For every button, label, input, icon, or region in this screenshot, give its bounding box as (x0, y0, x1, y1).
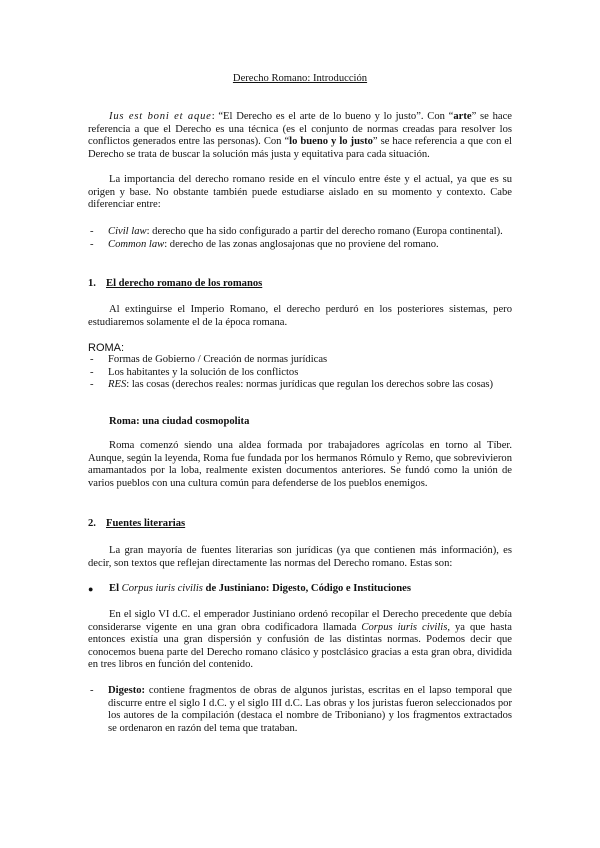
list-item: - Formas de Gobierno / Creación de normas jurídicas (90, 354, 328, 365)
section-1-paragraph-2: Roma comenzó siendo una aldea formada por trabajadores agrícolas en torno al Tíber. Aunque, según la leyenda, Roma fue fundada por los hermanos Rómulo y Remo, que sobrevivieron amamantados por la loba, realmente existen documentos anteriores. Se fundó como la unión de varios pueblos con una cultura común para defenderse de los pueblos enemigos. (88, 440, 512, 489)
section-2-paragraph-2: En el siglo VI d.C. el emperador Justiniano ordenó recopilar el Derecho precedente que debía considerarse vigente en una gran obra codificadora llamada Corpus iuris civilis, ya que hasta entonces existía una gran dispersión y confusión de las distintas normas. Podemos decir que conocemos buena parte del Derecho romano clásico y postclásico gracias a esta gran obra, dividida en tres libros en función del contenido. (88, 609, 512, 670)
list-item: - Digesto: contiene fragmentos de obras de algunos juristas, escritas en el lapso temporal que discurre entre el siglo I d.C. y el siglo III d.C. Las obras y los juristas fueron seleccionados por los autores de la compilación (destaca el nombre de Triboniano) y los fragmentos extractados se ordenaron en razón del tema que trataban. (90, 685, 512, 734)
section-1-subheading: Roma: una ciudad cosmopolita (109, 416, 250, 427)
law-types-list (88, 226, 512, 251)
roma-label: ROMA: (88, 342, 125, 354)
page-title: Derecho Romano: Introducción (232, 73, 368, 84)
section-1-heading: 1. El derecho romano de los romanos (88, 278, 263, 289)
intro-paragraph-2: La importancia del derecho romano reside en el vínculo entre éste y el actual, ya que es su origen y base. No obstante también puede estudiarse aislado en su momento y contexto. Cabe diferenciar entre: (88, 174, 512, 210)
list-item: - Civil law: derecho que ha sido configurado a partir del derecho romano (Europa continental). (90, 226, 503, 237)
section-1-paragraph-1: Al extinguirse el Imperio Romano, el derecho perduró en los posteriores sistemas, pero estudiaremos solamente el de la época romana. (88, 304, 512, 328)
section-2-heading: 2. Fuentes literarias (88, 518, 186, 529)
list-item: - Common law: derecho de las zonas anglosajonas que no proviene del romano. (90, 238, 439, 250)
bullet-icon: ● (88, 584, 94, 594)
list-item: - RES: las cosas (derechos reales: normas jurídicas que regulan los derechos sobre las cosas) (90, 379, 494, 390)
list-item: - Los habitantes y la solución de los conflictos (90, 366, 299, 378)
intro-paragraph-1: Ius est boni et aque: “El Derecho es el arte de lo bueno y lo justo”. Con “arte” se hace referencia a que el Derecho es una técnica (es el conjunto de normas creadas para resolver los conflictos generados entre las personas). Con “lo bueno y lo justo” se hace referencia a que con el Derecho se trata de buscar la solución más justa y equitativa para cada situación. (88, 111, 512, 160)
corpus-parts-list (88, 685, 512, 735)
corpus-bullet-heading: El Corpus iuris civilis de Justiniano: Digesto, Código e Instituciones (109, 583, 411, 594)
roma-list (88, 354, 512, 392)
section-2-paragraph-1: La gran mayoría de fuentes literarias son jurídicas (ya que contienen más información), es decir, son textos que reflejan directamente las normas del Derecho romano. Estas son: (88, 545, 512, 569)
